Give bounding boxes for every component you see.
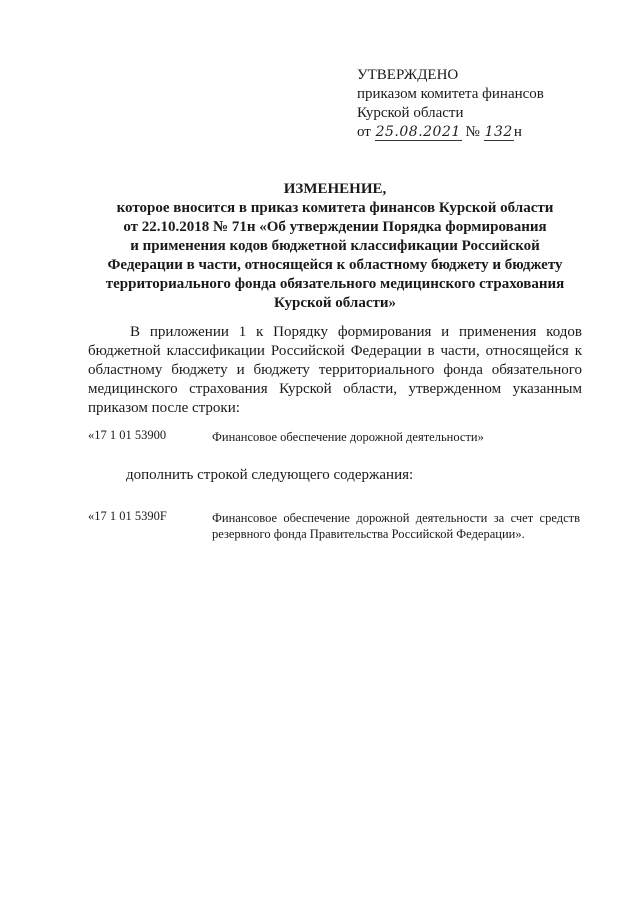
approval-number-label: №: [465, 124, 480, 140]
body-line-5: приказом после строки:: [88, 400, 240, 416]
body-line-2: бюджетной классификации Российской Федерации в части, относящейся к: [88, 343, 582, 359]
body-line-1: В приложении 1 к Порядку формирования и применения кодов: [130, 324, 582, 340]
approval-region-line: Курской области: [357, 105, 464, 121]
body-line-3: областному бюджету и бюджету территориального фонда обязательного: [88, 362, 582, 378]
document-title: ИЗМЕНЕНИЕ,: [283, 181, 387, 197]
title-line-5: территориального фонда обязательного медицинского страхования: [105, 276, 565, 292]
body-paragraph: [88, 323, 582, 418]
approval-number: 132: [484, 124, 513, 140]
entry2-description-line-2: резервного фонда Правительства Российской Федерации».: [212, 527, 525, 541]
entry1-description-text: Финансовое обеспечение дорожной деятельности»: [212, 430, 484, 444]
approval-order-line: приказом комитета финансов: [357, 86, 544, 102]
title-line-2: от 22.10.2018 № 71н «Об утверждении Порядка формирования: [123, 219, 547, 235]
approval-stamp: [357, 66, 544, 142]
title-line-6: Курской области»: [273, 295, 397, 311]
entry2-description: [212, 510, 580, 542]
approval-date: 25.08.2021: [375, 124, 461, 140]
title-line-3: и применения кодов бюджетной классификации Российской: [130, 238, 540, 254]
entry2-code: «17 1 01 5390F: [88, 509, 167, 523]
entry1-code: «17 1 01 53900: [88, 428, 167, 442]
body-line-4: медицинского страхования Курской области, утвержденном указанным: [88, 381, 582, 397]
approval-heading: УТВЕРЖДЕНО: [357, 67, 459, 83]
entry2-description-line-1: Финансовое обеспечение дорожной деятельности за счет средств: [212, 511, 580, 525]
title-line-4: Федерации в части, относящейся к областному бюджету и бюджету: [107, 257, 563, 273]
title-line-1: которое вносится в приказ комитета финансов Курской области: [116, 200, 554, 216]
approval-date-line: [357, 123, 544, 142]
add-instruction: дополнить строкой следующего содержания:: [126, 467, 414, 483]
entry1-description: [212, 429, 484, 445]
approval-number-suffix: н: [513, 124, 522, 140]
approval-from-label: от: [357, 124, 371, 140]
